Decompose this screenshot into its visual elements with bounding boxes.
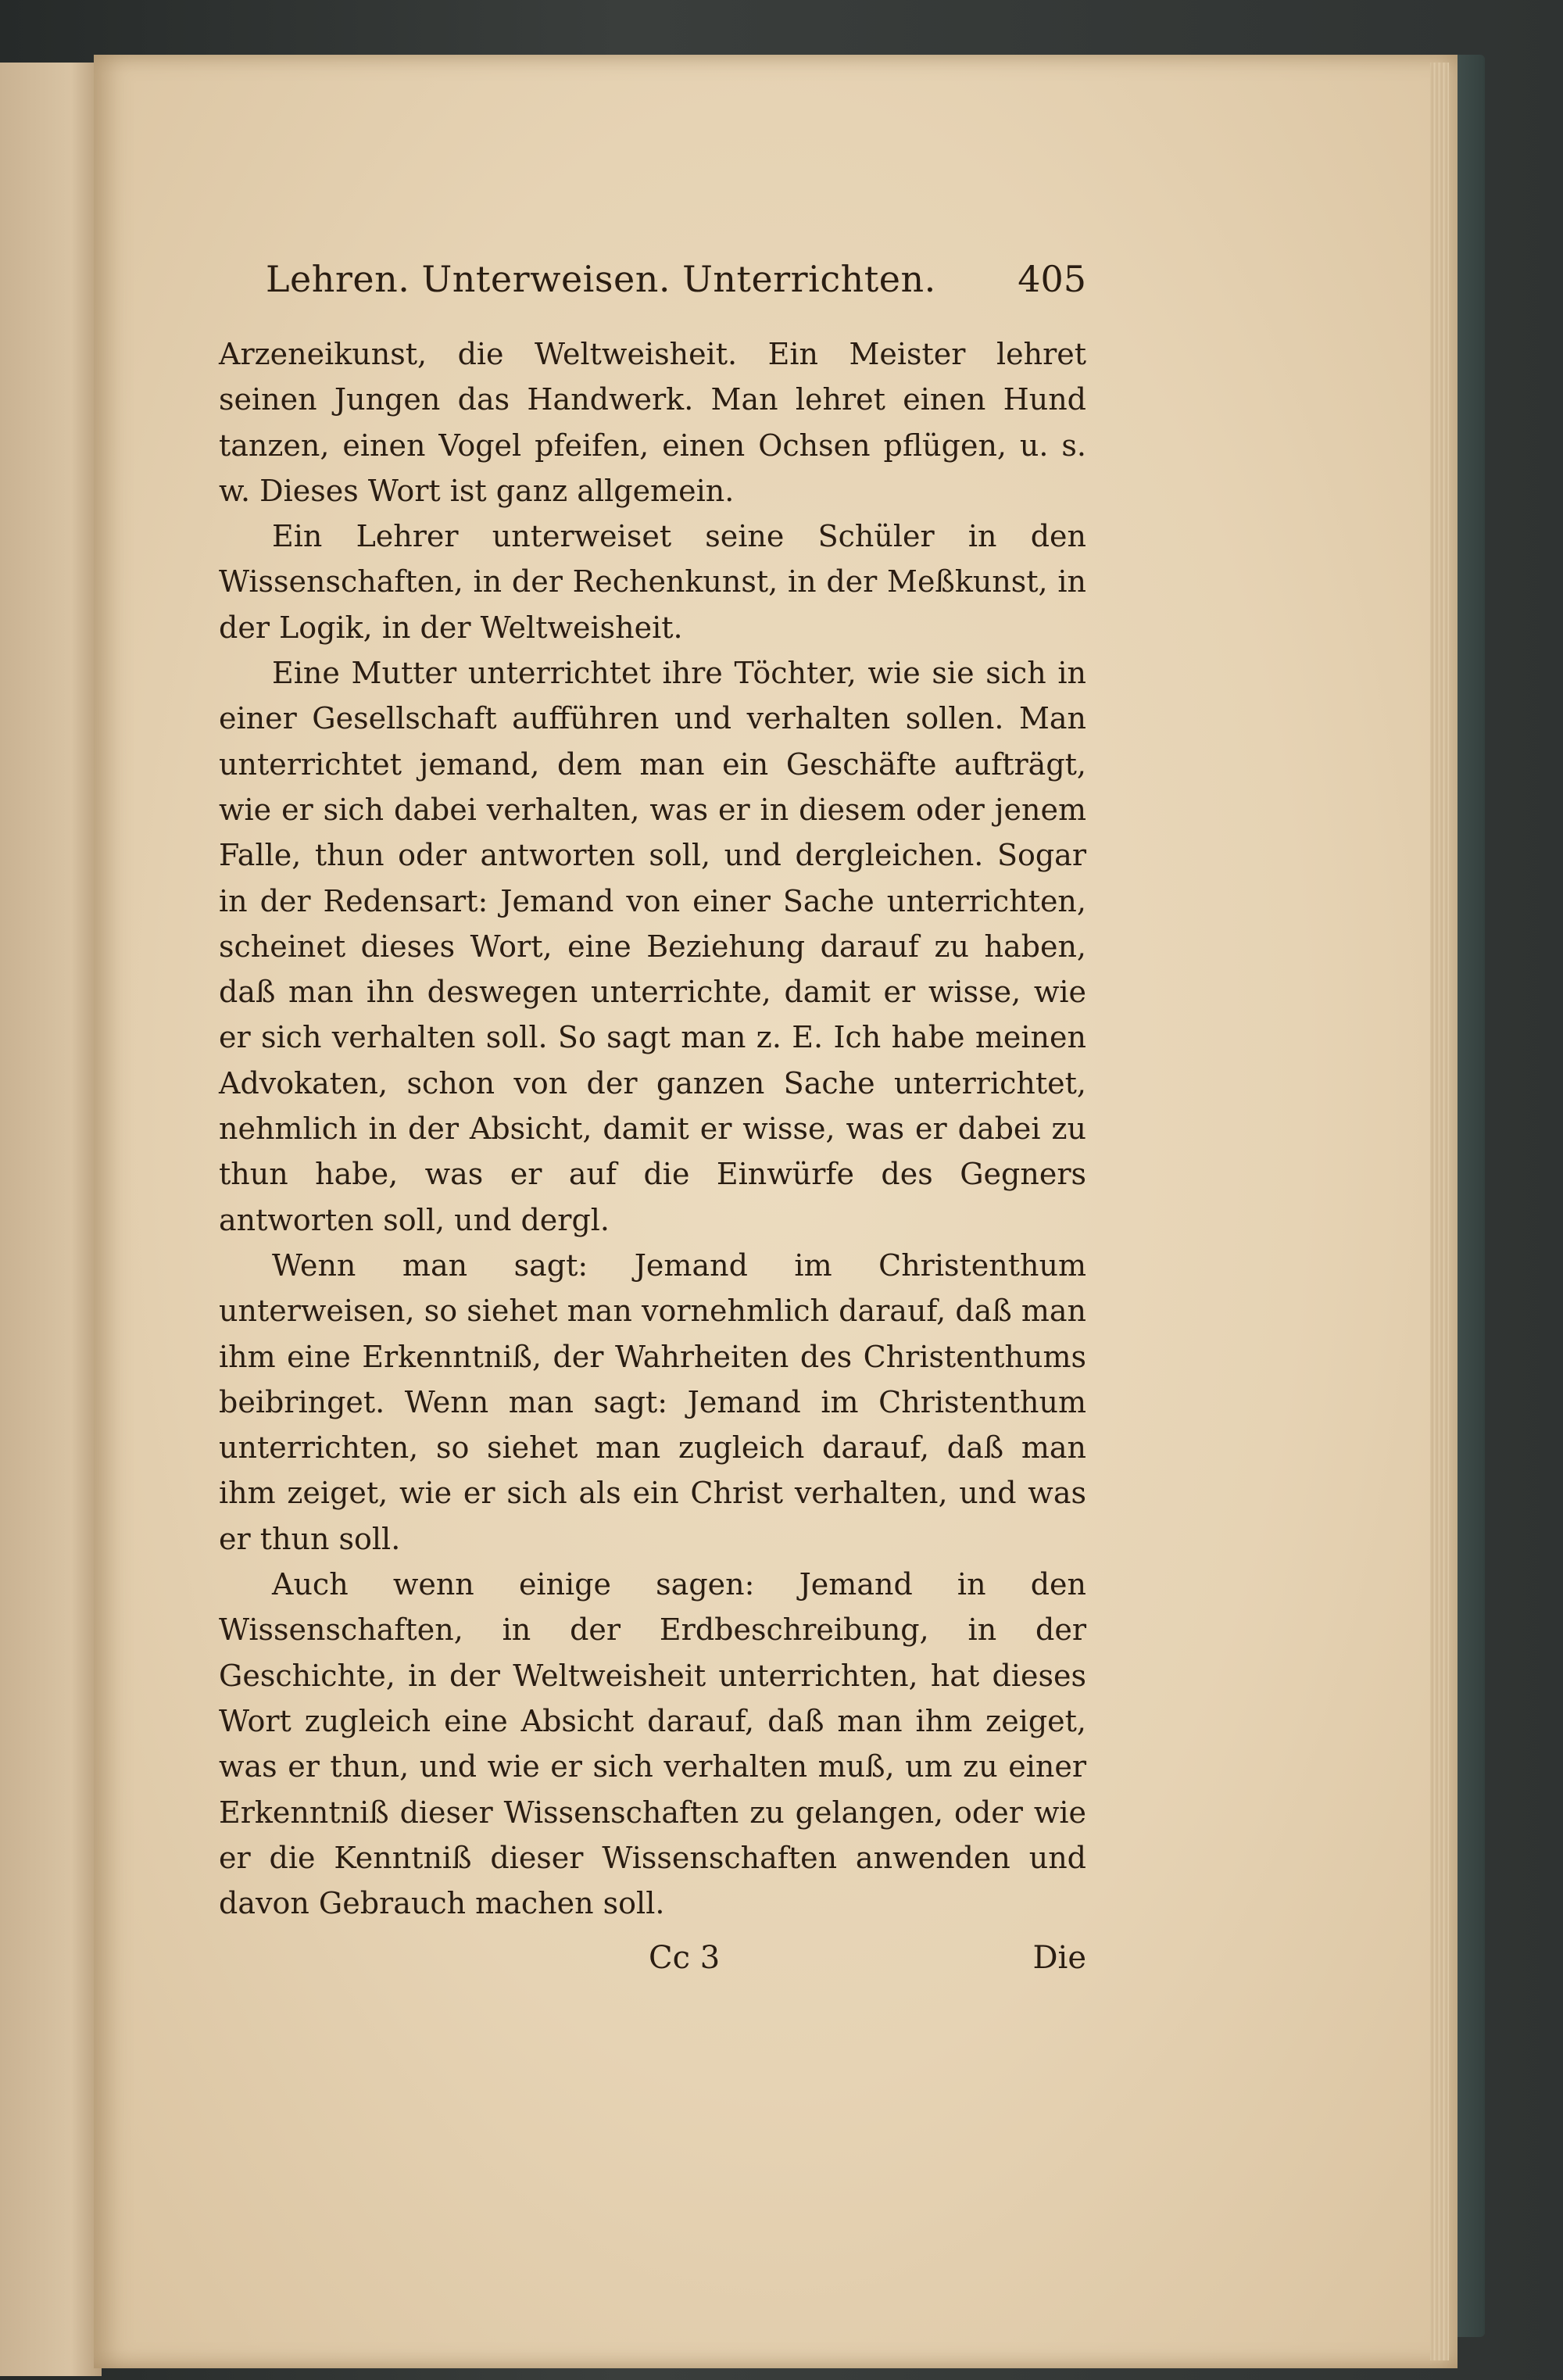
signature-mark: Cc 3: [649, 1940, 721, 1977]
paragraph-3: Eine Mutter unterrichtet ihre Töchter, wie sie sich in einer Gesellschaft aufführen und verhalten sollen. Man unterrichtet jemand, dem man ein Geschäfte aufträgt, wie er sich dabei verhalten, was er in diesem oder jenem Falle, thun oder antworten soll, und dergleichen. Sogar in der Redensart: Jemand von einer Sache unterrichten, scheinet dieses Wort, eine Beziehung darauf zu haben, daß man ihn deswegen unterrichte, damit er wisse, wie er sich verhalten soll. So sagt man z. E. Ich habe meinen Advokaten, schon von der ganzen Sache unterrichtet, nehmlich in der Absicht, damit er wisse, was er dabei zu thun habe, was er auf die Einwürfe des Gegners antworten soll, und dergl.: [219, 656, 1086, 1237]
left-page-edge: [0, 63, 102, 2376]
page-footer: [219, 1940, 1086, 1987]
paragraph-5: Auch wenn einige sagen: Jemand in den Wissenschaften, in der Erdbeschreibung, in der Geschichte, in der Weltweisheit unterrichten, hat dieses Wort zugleich eine Absicht darauf, daß man ihm zeiget, was er thun, und wie er sich verhalten muß, um zu einer Erkenntniß dieser Wissenschaften zu gelangen, oder wie er die Kenntniß dieser Wissenschaften anwenden und davon Gebrauch machen soll.: [219, 1567, 1086, 1921]
paragraph-4: Wenn man sagt: Jemand im Christenthum unterweisen, so siehet man vornehmlich darauf, daß man ihm eine Erkenntniß, der Wahrheiten des Christenthums beibringet. Wenn man sagt: Jemand im Christenthum unterrichten, so siehet man zugleich darauf, daß man ihm zeiget, wie er sich als ein Christ verhalten, und was er thun soll.: [219, 1247, 1086, 1556]
page-header: [219, 258, 1086, 300]
page-number: 405: [1018, 258, 1086, 300]
paragraph-2: Ein Lehrer unterweiset seine Schüler in den Wissenschaften, in der Rechenkunst, in der Meßkunst, in der Logik, in der Weltweisheit.: [219, 519, 1086, 645]
page-stack-edge: [1430, 63, 1449, 2360]
catchword: Die: [1032, 1940, 1086, 1977]
page-text-block: [219, 258, 1086, 1987]
paragraph-1: Arzeneikunst, die Weltweisheit. Ein Meister lehret seinen Jungen das Handwerk. Man lehret einen Hund tanzen, einen Vogel pfeifen, einen Ochsen pflügen, u. s. w. Dieses Wort ist ganz allgemein.: [219, 337, 1086, 508]
running-head: Lehren. Unterweisen. Unterrichten.: [266, 258, 936, 300]
body-text: [219, 331, 1086, 1926]
